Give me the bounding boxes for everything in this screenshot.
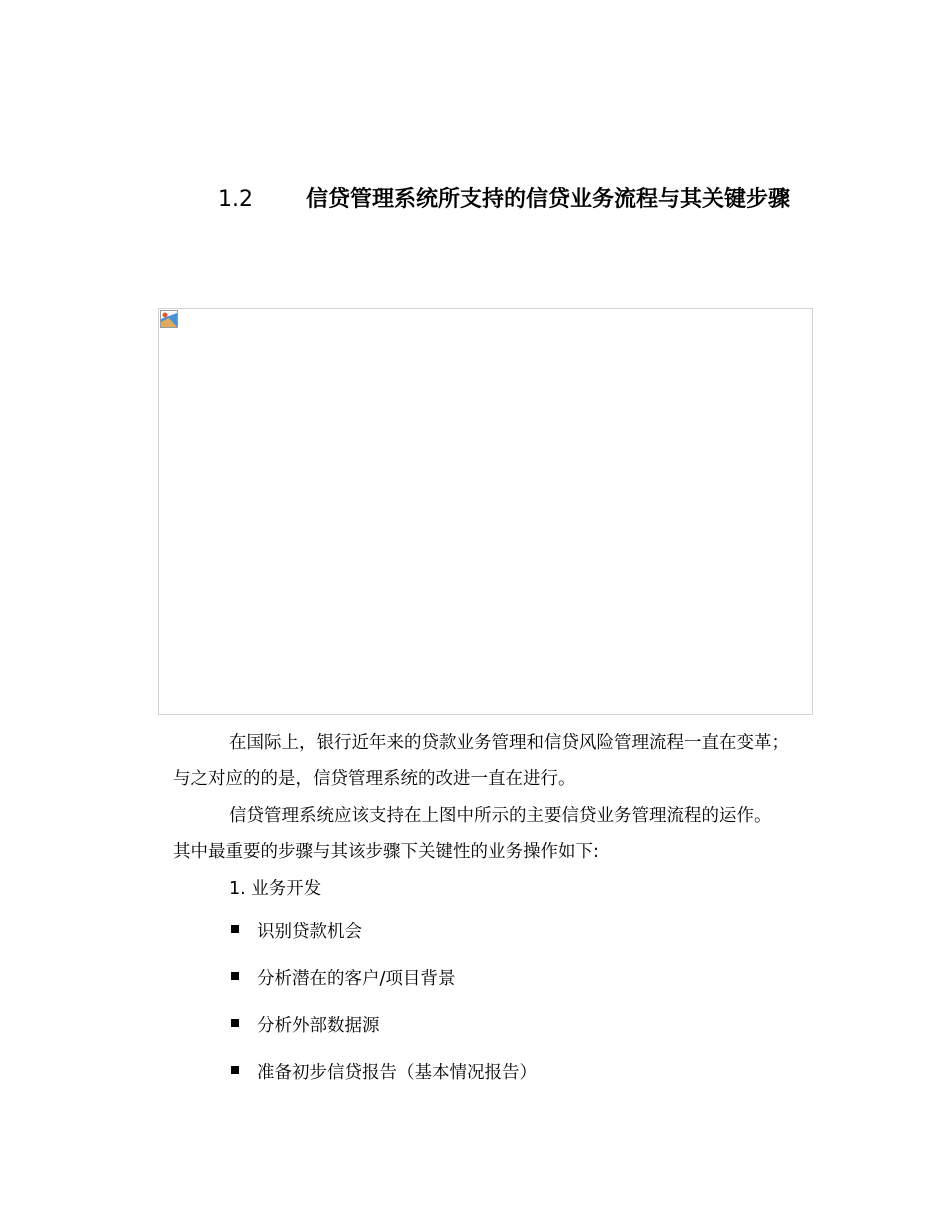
list-item-text: 分析外部数据源 [257, 1016, 380, 1036]
list-item [231, 1057, 537, 1104]
square-bullet-icon [231, 925, 239, 933]
square-bullet-icon [231, 1066, 239, 1074]
square-bullet-icon [231, 1019, 239, 1027]
bullet-list [231, 916, 537, 1104]
list-item [231, 1010, 537, 1057]
list-item-text: 识别贷款机会 [257, 922, 362, 942]
list-item-text: 准备初步信贷报告（基本情况报告） [257, 1063, 537, 1083]
paragraph-line: 信贷管理系统应该支持在上图中所示的主要信贷业务管理流程的运作。 [229, 806, 772, 826]
paragraph-line: 其中最重要的步骤与其该步骤下关键性的业务操作如下: [173, 842, 599, 862]
square-bullet-icon [231, 972, 239, 980]
list-heading: 1. 业务开发 [229, 879, 322, 899]
section-title: 信贷管理系统所支持的信贷业务流程与其关键步骤 [306, 187, 791, 212]
section-number: 1.2 [218, 187, 253, 212]
list-item [231, 916, 537, 963]
section-heading [162, 185, 822, 214]
broken-image-icon [160, 310, 178, 328]
paragraph [173, 725, 823, 797]
figure-placeholder [158, 308, 813, 715]
paragraph-line: 在国际上，银行近年来的贷款业务管理和信贷风险管理流程一直在变革； [229, 733, 789, 753]
list-item-text: 分析潜在的客户/项目背景 [257, 969, 456, 989]
paragraph [173, 798, 823, 870]
paragraph-line: 与之对应的的是，信贷管理系统的改进一直在进行。 [173, 769, 576, 789]
list-item [231, 963, 537, 1010]
